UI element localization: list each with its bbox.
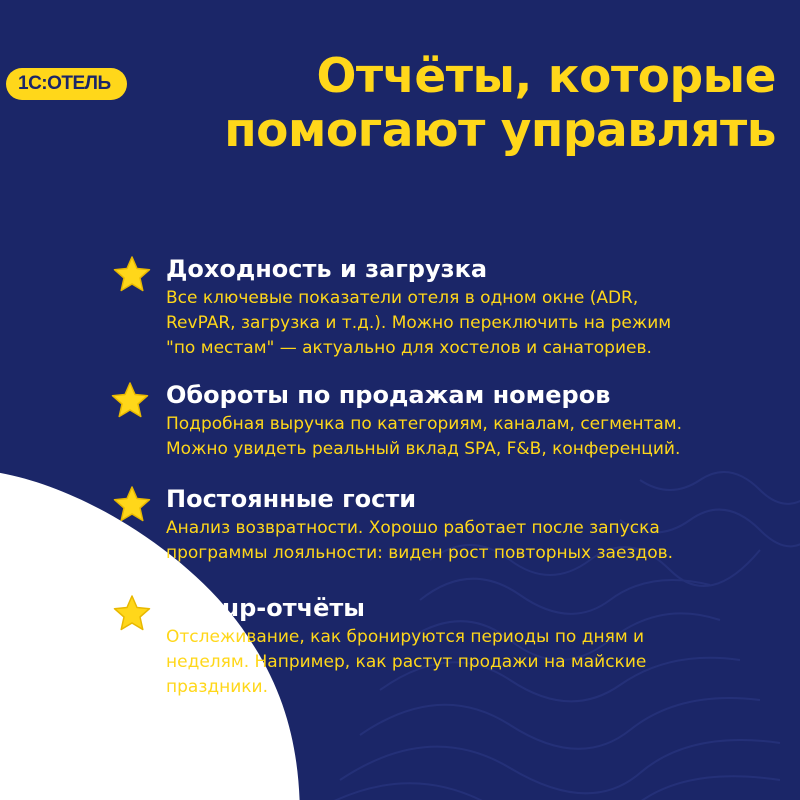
description-line: праздники. bbox=[166, 677, 268, 697]
description-line: Все ключевые показатели отеля в одном окне (ADR, bbox=[166, 288, 639, 308]
description-line: программы лояльности: виден рост повторных заездов. bbox=[166, 543, 674, 563]
page-title-line-1: Отчёты, которые bbox=[316, 49, 776, 104]
brand-logo bbox=[6, 68, 127, 100]
description-line: "по местам" — актуально для хостелов и санаториев. bbox=[166, 338, 652, 358]
page-title-line-2: помогают управлять bbox=[224, 103, 776, 158]
report-item-title: Доходность и загрузка bbox=[166, 255, 488, 283]
star-icon bbox=[112, 254, 152, 294]
report-item-description bbox=[166, 516, 673, 566]
description-line: Отслеживание, как бронируются периоды по дням и bbox=[166, 627, 645, 647]
description-line: RevPAR, загрузка и т.д.). Можно переключить на режим bbox=[166, 313, 672, 333]
brand-logo-text: 1С:ОТЕЛЬ bbox=[18, 73, 111, 94]
report-item-description bbox=[166, 286, 671, 361]
star-icon bbox=[112, 593, 152, 633]
report-item-title: Pickup-отчёты bbox=[166, 594, 365, 622]
star-icon bbox=[110, 380, 150, 420]
report-item-title: Обороты по продажам номеров bbox=[166, 381, 611, 409]
description-line: Анализ возвратности. Хорошо работает после запуска bbox=[166, 518, 660, 538]
page-title bbox=[224, 50, 776, 158]
report-item-description bbox=[166, 412, 682, 462]
description-line: Можно увидеть реальный вклад SPA, F&B, конференций. bbox=[166, 439, 681, 459]
description-line: неделям. Например, как растут продажи на майские bbox=[166, 652, 647, 672]
report-item-title: Постоянные гости bbox=[166, 485, 417, 513]
description-line: Подробная выручка по категориям, каналам, сегментам. bbox=[166, 414, 683, 434]
report-item-description bbox=[166, 625, 646, 700]
star-icon bbox=[112, 484, 152, 524]
